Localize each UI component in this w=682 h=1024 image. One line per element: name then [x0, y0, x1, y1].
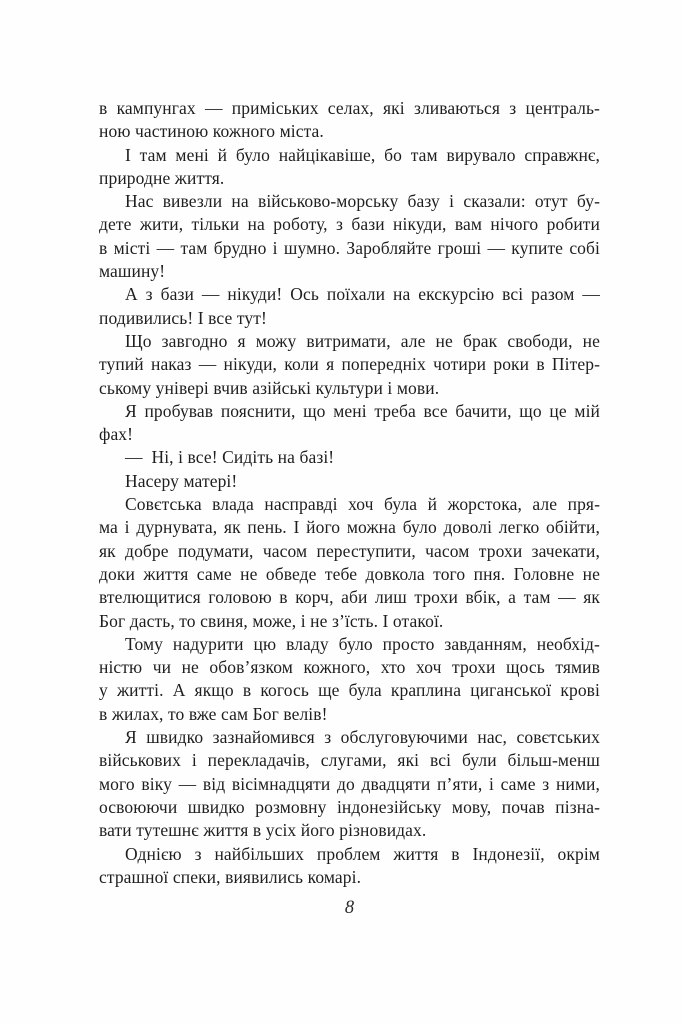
text-line: вати тутешнє життя в усіх його різновидах. [99, 820, 427, 841]
text-line: ністю чи не обов’язком кожного, хто хоч трохи щось тямив [99, 657, 600, 678]
text-line: доки життя саме не обведе тебе довкола того пня. Головне не [99, 563, 600, 584]
text-line: Я пробував пояснити, що мені треба все бачити, що це мій [125, 400, 600, 421]
text-line: як добре подумати, часом переступити, часом трохи зачекати, [99, 540, 600, 561]
text-line: машину! [99, 261, 166, 282]
text-line: І там мені й було найцікавіше, бо там вирувало справжнє, [125, 144, 600, 165]
text-line: Бог дасть, то свиня, може, і не з’їсть. І отакої. [99, 610, 444, 631]
text-line: Насеру матері! [125, 470, 238, 491]
text-line: у житті. А якщо в когось ще була краплина циганської крові [99, 680, 600, 701]
text-line: в місті — там брудно і шумно. Заробляйте гроші — купите собі [99, 237, 600, 258]
text-line: подивились! І все тут! [99, 307, 267, 328]
text-line: військових і перекладачів, слугами, які всі були більш-менш [99, 750, 600, 771]
text-line: мого віку — від вісімнадцяти до двадцяти п’яти, і саме з ними, [99, 773, 600, 794]
text-line: Совєтська влада насправді хоч була й жорстока, але пря- [125, 494, 600, 515]
text-line: в жилах, то вже сам Бог велів! [99, 703, 328, 724]
text-line: А з бази — нікуди! Ось поїхали на екскурсію всі разом — [125, 284, 600, 305]
text-line: Що завгодно я можу витримати, але не брак свободи, не [125, 330, 600, 351]
text-line: ною частиною кожного міста. [99, 121, 324, 142]
page-number: 8 [344, 898, 355, 918]
text-line: Тому надурити цю владу було просто завданням, необхід- [125, 633, 600, 654]
text-line: втелющитися головою в корч, аби лиш трохи вбік, а там — як [99, 587, 600, 608]
text-line: тупий наказ — нікуди, коли я попередніх чотири роки в Пітер- [99, 354, 600, 375]
text-line: Однією з найбільших проблем життя в Індонезії, окрім [125, 843, 600, 864]
text-line: страшної спеки, виявились комарі. [99, 866, 362, 887]
text-line: ма і дурнувата, як пень. І його можна було доволі легко обійти, [99, 517, 600, 538]
text-line: — Ні, і все! Сидіть на базі! [125, 447, 335, 468]
text-line: природне життя. [99, 167, 225, 188]
text-line: Нас вивезли на військово-морську базу і сказали: отут бу- [125, 191, 600, 212]
text-line: дете жити, тільки на роботу, з бази нікуди, вам нічого робити [99, 214, 600, 235]
text-line: в кампунгах — приміських селах, які зливаються з централь- [99, 98, 600, 118]
text-line: освоюючи швидко розмовну індонезійську мову, почав пізна- [99, 796, 600, 817]
text-line: ському універі вчив азійські культури і мови. [99, 377, 440, 398]
text-line: Я швидко зазнайомився з обслуговуючими нас, совєтських [125, 727, 600, 748]
text-line: фах! [99, 424, 134, 445]
text-block [99, 97, 600, 889]
